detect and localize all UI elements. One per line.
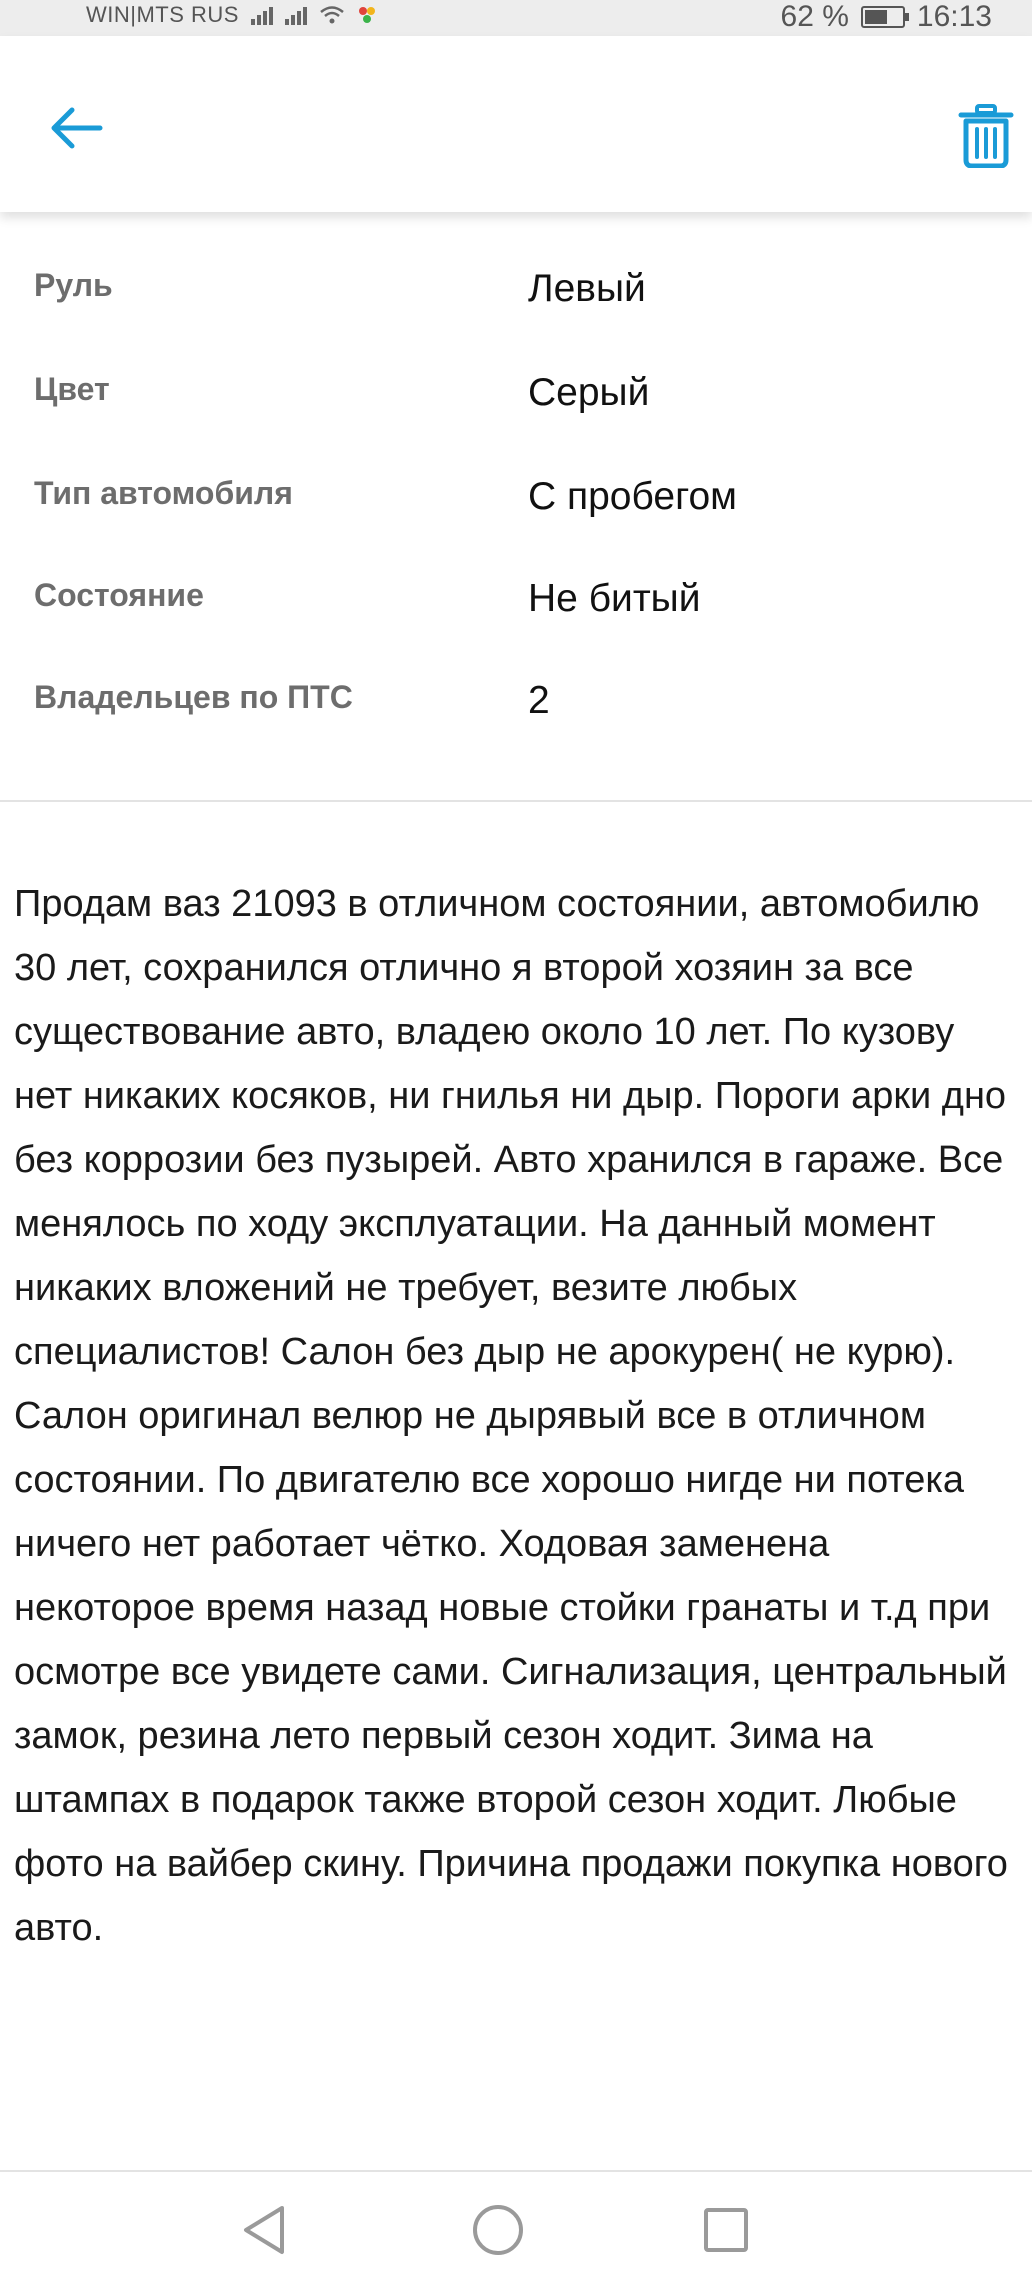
back-triangle-icon — [240, 2204, 288, 2256]
param-label: Руль — [34, 267, 113, 303]
param-value: С пробегом — [528, 475, 737, 518]
carrier-label: WIN|MTS RUS — [86, 2, 239, 27]
param-value: 2 — [528, 679, 550, 722]
battery-percent: 62 % — [780, 0, 849, 33]
battery-icon — [861, 6, 905, 28]
signal-icon — [285, 5, 307, 25]
clock: 16:13 — [916, 0, 992, 33]
divider — [0, 2170, 1032, 2172]
recents-square-icon — [702, 2206, 750, 2254]
trash-icon — [958, 104, 1014, 168]
param-value: Левый — [528, 267, 646, 310]
system-nav-bar — [0, 2180, 1032, 2270]
home-circle-icon — [472, 2204, 524, 2256]
nav-recents-button[interactable] — [694, 2198, 758, 2262]
divider — [0, 800, 1032, 802]
param-row-color — [0, 349, 1032, 429]
signal-icon — [251, 5, 273, 25]
status-bar — [0, 0, 1032, 36]
param-label: Состояние — [34, 577, 204, 613]
param-value: Не битый — [528, 577, 701, 620]
description-text: Продам ваз 21093 в отличном состоянии, автомобилю 30 лет, сохранился отлично я второй хозяин за все существование авто, владею около 10 лет. По кузову нет никаких косяков, ни гнилья ни дыр. Пороги арки дно без коррозии без пузырей. Авто хранился в гараже. Все менялось по ходу эксплуатации. На данный момент никаких вложений не требует, везите любых специалистов! Салон без дыр не арокурен( не курю). Салон оригинал велюр не дырявый все в отличном состоянии. По двигателю все хорошо нигде ни потека ничего нет работает чётко. Ходовая заменена некоторое время назад новые стойки гранаты и т.д при осмотре все увидете сами. Сигнализация, центральный замок, резина лето первый сезон ходит. Зима на штампах в подарок также второй сезон ходит. Любые фото на вайбер скину. Причина продажи покупка нового авто. — [14, 883, 1008, 1949]
app-bar — [0, 36, 1032, 212]
param-label: Тип автомобиля — [34, 475, 293, 511]
param-row-owners — [0, 657, 1032, 737]
arrow-left-icon — [48, 104, 104, 152]
param-row-steering — [0, 245, 1032, 325]
nav-home-button[interactable] — [466, 2198, 530, 2262]
param-label: Владельцев по ПТС — [34, 679, 353, 715]
delete-button[interactable] — [955, 100, 1017, 172]
wifi-icon — [319, 5, 345, 25]
status-left — [86, 2, 377, 28]
nav-back-button[interactable] — [232, 2198, 296, 2262]
back-button[interactable] — [40, 92, 112, 164]
param-row-condition — [0, 555, 1032, 635]
param-label: Цвет — [34, 371, 110, 407]
status-right — [781, 0, 992, 34]
param-row-car-type — [0, 453, 1032, 533]
param-value: Серый — [528, 371, 650, 414]
notification-icon — [357, 5, 377, 25]
